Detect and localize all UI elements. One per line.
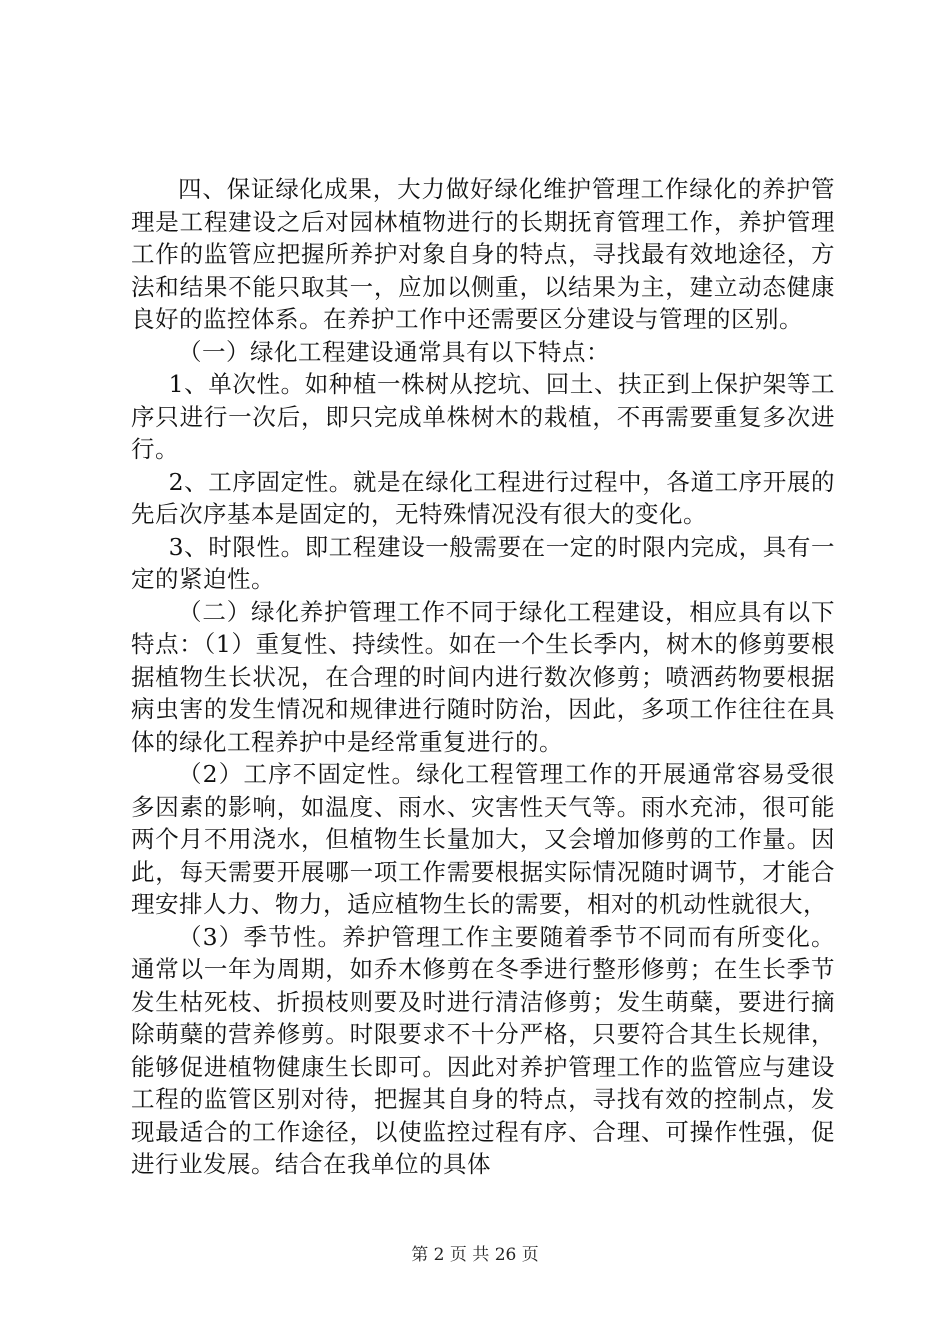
paragraph-4: 2、工序固定性。就是在绿化工程进行过程中，各道工序开展的先后次序基本是固定的，无特殊情况没有很大的变化。 bbox=[131, 467, 835, 528]
paragraph-3: 1、单次性。如种植一株树从挖坑、回土、扶正到上保护架等工序只进行一次后，即只完成单株树木的栽植，不再需要重复多次进行。 bbox=[131, 370, 835, 463]
document-body bbox=[131, 173, 835, 1181]
page-number-label: 第 2 页 共 26 页 bbox=[411, 1245, 539, 1265]
paragraph-1: 四、保证绿化成果，大力做好绿化维护管理工作绿化的养护管理是工程建设之后对园林植物进行的长期抚育管理工作，养护管理工作的监管应把握所养护对象自身的特点，寻找最有效地途径，方法和结果不能只取其一，应加以侧重，以结果为主，建立动态健康良好的监控体系。在养护工作中还需要区分建设与管理的区别。 bbox=[131, 175, 835, 333]
page-footer bbox=[0, 1240, 950, 1265]
paragraph-2: （一）绿化工程建设通常具有以下特点： bbox=[178, 337, 610, 366]
paragraph-7: （2）工序不固定性。绿化工程管理工作的开展通常容易受很多因素的影响，如温度、雨水、灾害性天气等。雨水充沛，很可能两个月不用浇水，但植物生长量加大，又会增加修剪的工作量。因此，每天需要开展哪一项工作需要根据实际情况随时调节，才能合理安排人力、物力，适应植物生长的需要，相对的机动性就很大， bbox=[131, 760, 835, 918]
paragraph-5: 3、时限性。即工程建设一般需要在一定的时限内完成，具有一定的紧迫性。 bbox=[131, 532, 835, 593]
paragraph-8: （3）季节性。养护管理工作主要随着季节不同而有所变化。通常以一年为周期，如乔木修剪在冬季进行整形修剪；在生长季节发生枯死枝、折损枝则要及时进行清洁修剪；发生萌蘖，要进行摘除萌蘖的营养修剪。时限要求不十分严格，只要符合其生长规律，能够促进植物健康生长即可。因此对养护管理工作的监管应与建设工程的监管区别对待，把握其自身的特点，寻找有效的控制点，发现最适合的工作途径，以使监控过程有序、合理、可操作性强，促进行业发展。结合在我单位的具体 bbox=[131, 922, 835, 1178]
paragraph-6: （二）绿化养护管理工作不同于绿化工程建设，相应具有以下特点：（1）重复性、持续性。如在一个生长季内，树木的修剪要根据植物生长状况，在合理的时间内进行数次修剪；喷洒药物要根据病虫害的发生情况和规律进行随时防治，因此，多项工作往往在具体的绿化工程养护中是经常重复进行的。 bbox=[131, 597, 835, 756]
